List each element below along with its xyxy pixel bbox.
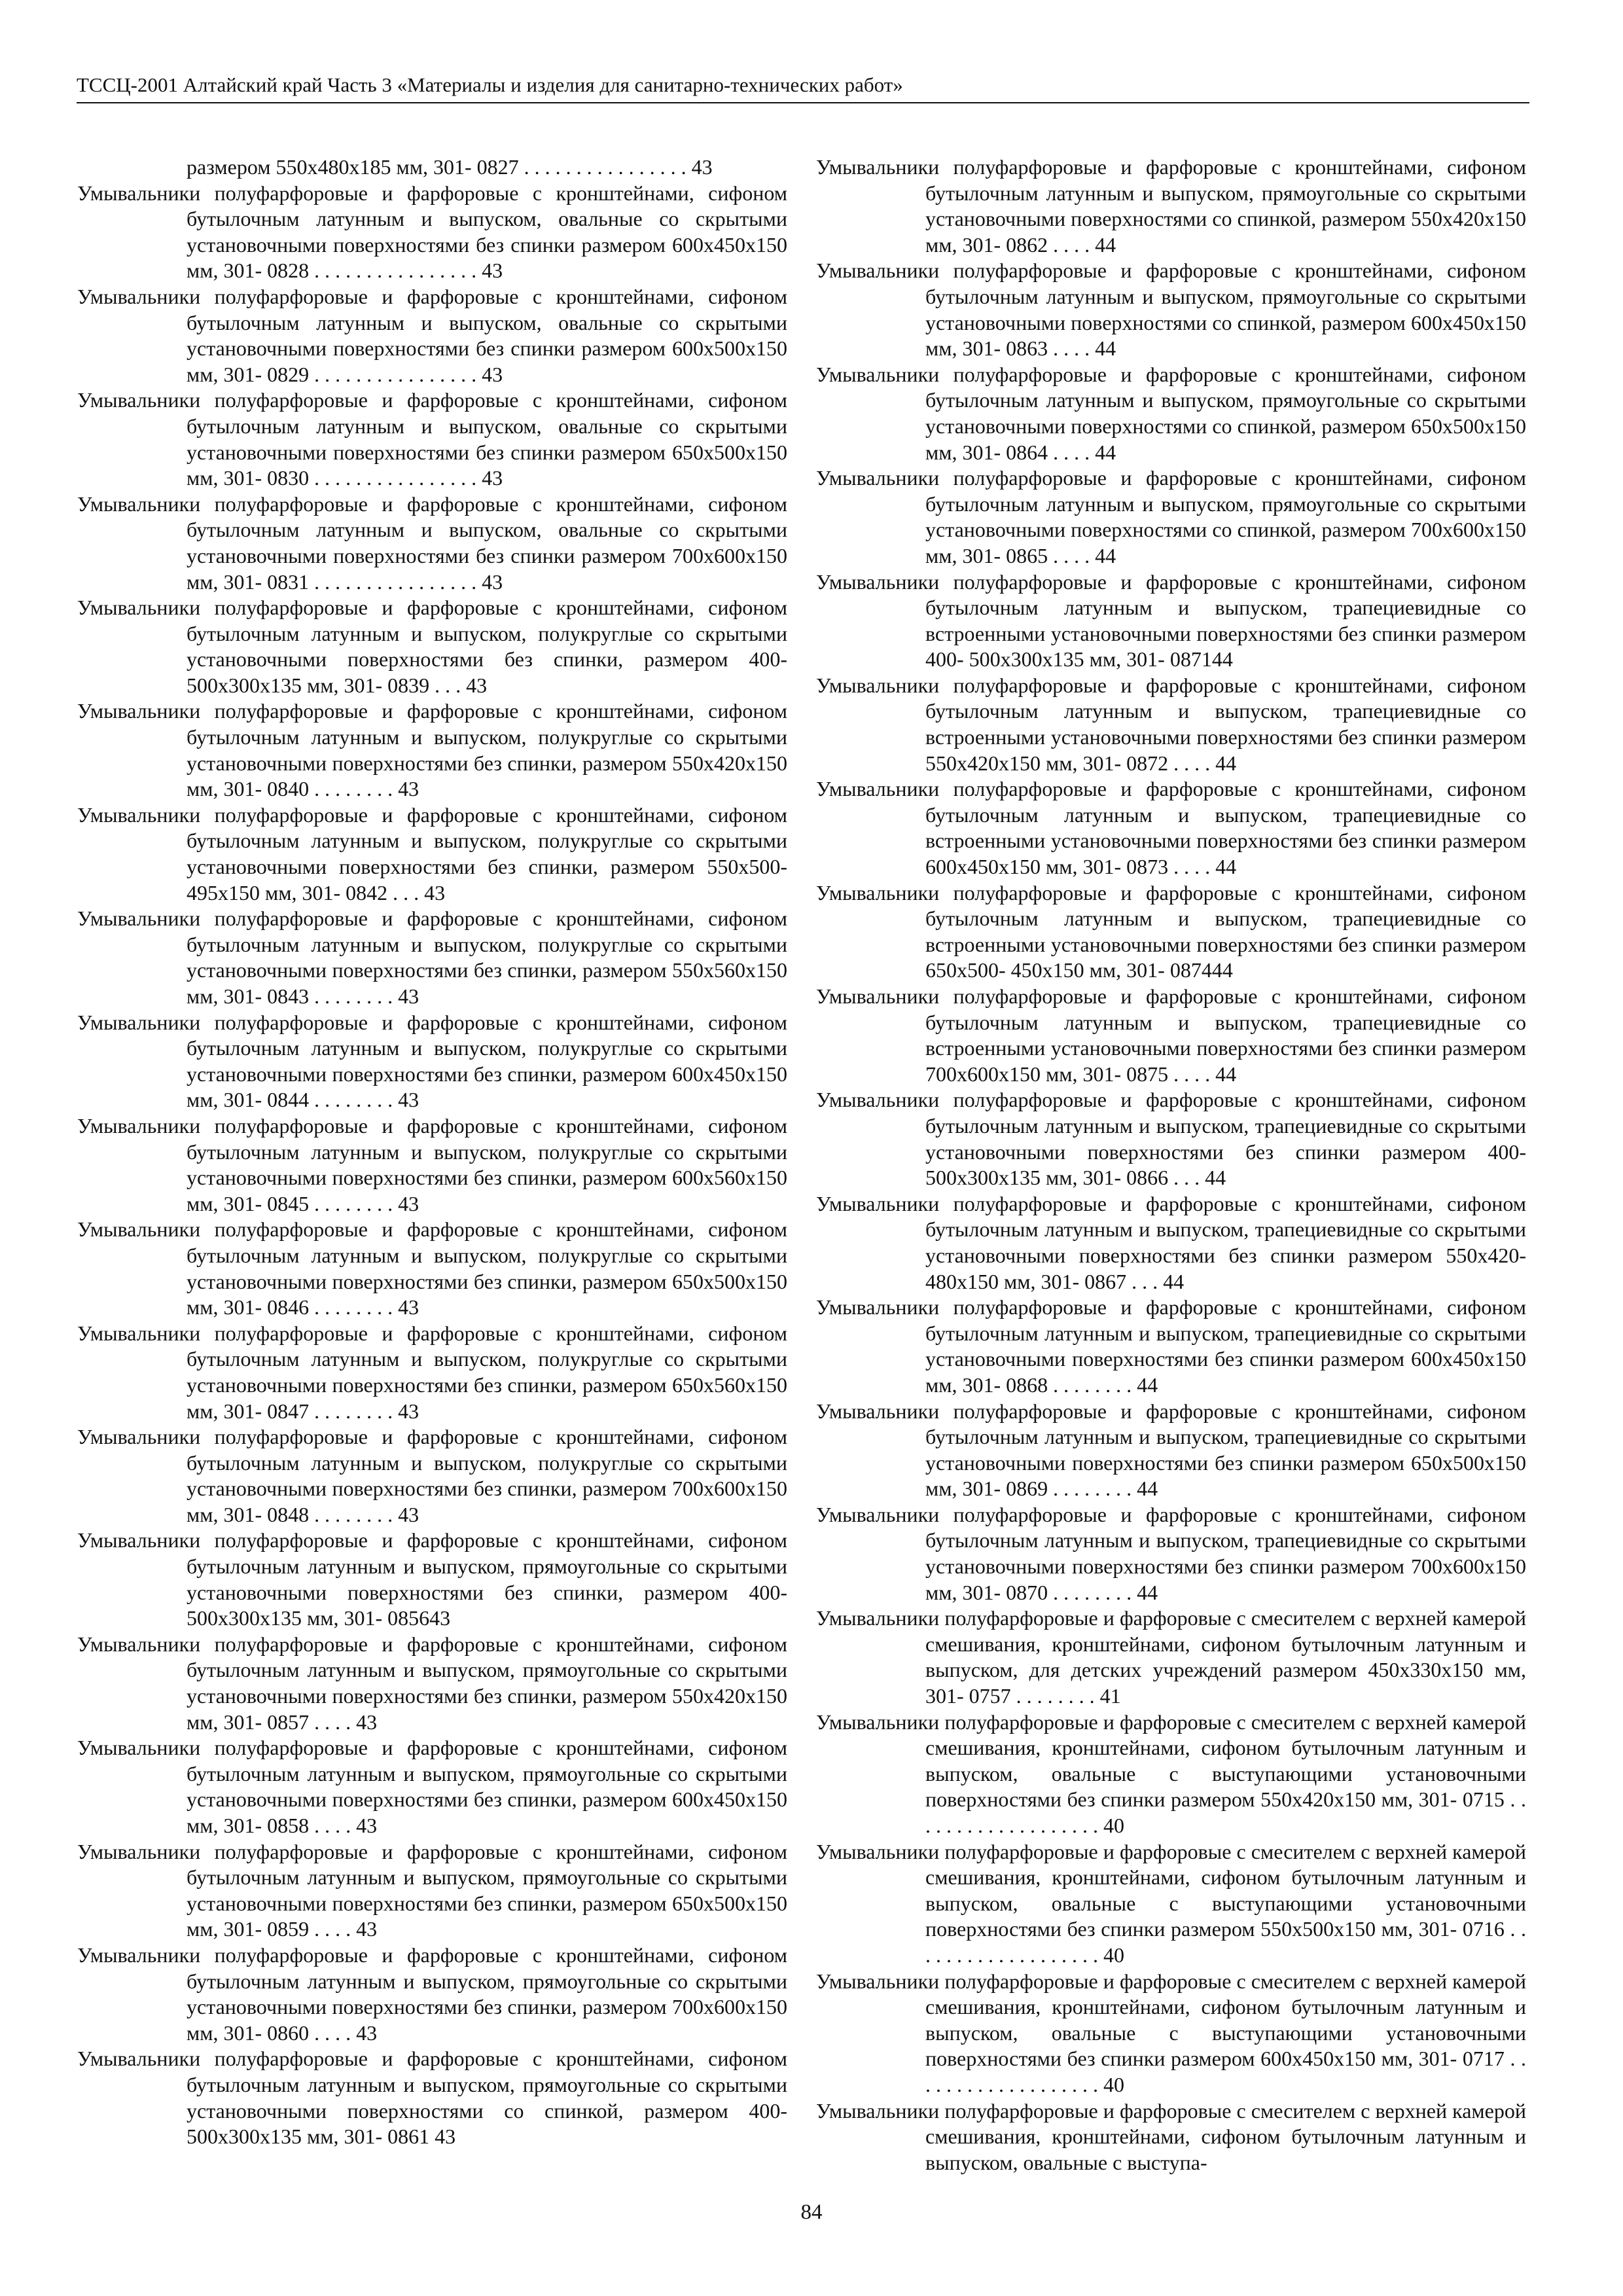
index-entry: Умывальники полуфарфоровые и фарфоровые с смесителем с верхней камерой смешивания, кронштейнами, сифоном бутылочным латунным и выпуском, овальные с выступающими установочными поверхностями без спинки размером 600х450х150 мм, 301- 0717 . . . . . . . . . . . . . . . . . . . 40 (816, 1969, 1526, 2096)
index-entry: Умывальники полуфарфоровые и фарфоровые с смесителем с верхней камерой смешивания, кронштейнами, сифоном бутылочным латунным и выпуском, для детских учреждений размером 450х330х150 мм, 301- 0757 . . . . . . . . 41 (816, 1606, 1526, 1708)
index-entry: Умывальники полуфарфоровые и фарфоровые с кронштейнами, сифоном бутылочным латунным и выпуском, полукруглые со скрытыми установочными поверхностями без спинки, размером 650х500х150 мм, 301- 0846 . . . . . . . . 43 (77, 1217, 787, 1319)
index-entry: Умывальники полуфарфоровые и фарфоровые с кронштейнами, сифоном бутылочным латунным и выпуском, овальные со скрытыми установочными поверхностями без спинки размером 600х500х150 мм, 301- 0829 . . . . . . . . . . . . . . . . 43 (77, 284, 787, 386)
index-entry: Умывальники полуфарфоровые и фарфоровые с кронштейнами, сифоном бутылочным латунным и выпуском, трапециевидные со скрытыми установочными поверхностями без спинки размером 700х600х150 мм, 301- 0870 . . . . . . . . 44 (816, 1502, 1526, 1604)
index-entry: Умывальники полуфарфоровые и фарфоровые с кронштейнами, сифоном бутылочным латунным и выпуском, прямоугольные со скрытыми установочными поверхностями без спинки, размером 600х450х150 мм, 301- 0858 . . . . 43 (77, 1736, 787, 1837)
index-entry: Умывальники полуфарфоровые и фарфоровые с смесителем с верхней камерой смешивания, кронштейнами, сифоном бутылочным латунным и выпуском, овальные с выступающими установочными поверхностями без спинки размером 550х500х150 мм, 301- 0716 . . . . . . . . . . . . . . . . . . . 40 (816, 1839, 1526, 1967)
index-entry: Умывальники полуфарфоровые и фарфоровые с кронштейнами, сифоном бутылочным латунным и выпуском, овальные со скрытыми установочными поверхностями без спинки размером 600х450х150 мм, 301- 0828 . . . . . . . . . . . . . . . . 43 (77, 181, 787, 283)
running-header: ТССЦ-2001 Алтайский край Часть 3 «Материалы и изделия для санитарно-технических работ» (77, 73, 903, 96)
index-entry: Умывальники полуфарфоровые и фарфоровые с кронштейнами, сифоном бутылочным латунным и выпуском, полукруглые со скрытыми установочными поверхностями без спинки, размером 650х560х150 мм, 301- 0847 . . . . . . . . 43 (77, 1321, 787, 1423)
index-entry: Умывальники полуфарфоровые и фарфоровые с кронштейнами, сифоном бутылочным латунным и выпуском, прямоугольные со скрытыми установочными поверхностями без спинки, размером 400- 500х300х135 мм, 301- 085643 (77, 1528, 787, 1630)
index-entry: Умывальники полуфарфоровые и фарфоровые с кронштейнами, сифоном бутылочным латунным и выпуском, полукруглые со скрытыми установочными поверхностями без спинки, размером 600х560х150 мм, 301- 0845 . . . . . . . . 43 (77, 1113, 787, 1215)
index-entry: Умывальники полуфарфоровые и фарфоровые с кронштейнами, сифоном бутылочным латунным и выпуском, прямоугольные со скрытыми установочными поверхностями со спинкой, размером 600х450х150 мм, 301- 0863 . . . . 44 (816, 259, 1526, 361)
index-entry: Умывальники полуфарфоровые и фарфоровые с смесителем с верхней камерой смешивания, кронштейнами, сифоном бутылочным латунным и выпуском, овальные с выступа- (816, 2098, 1526, 2174)
index-entry: размером 550х480х185 мм, 301- 0827 . . . . . . . . . . . . . . . . 43 (187, 155, 713, 179)
index-column-right (816, 154, 1526, 2176)
index-entry: Умывальники полуфарфоровые и фарфоровые с кронштейнами, сифоном бутылочным латунным и выпуском, трапециевидные со встроенными установочными поверхностями без спинки размером 600х450х150 мм, 301- 0873 . . . . 44 (816, 777, 1526, 879)
index-entry: Умывальники полуфарфоровые и фарфоровые с кронштейнами, сифоном бутылочным латунным и выпуском, трапециевидные со встроенными установочными поверхностями без спинки размером 550х420х150 мм, 301- 0872 . . . . 44 (816, 673, 1526, 775)
index-entry: Умывальники полуфарфоровые и фарфоровые с кронштейнами, сифоном бутылочным латунным и выпуском, трапециевидные со скрытыми установочными поверхностями без спинки размером 400- 500х300х135 мм, 301- 0866 . . . 44 (816, 1088, 1526, 1190)
index-entry: Умывальники полуфарфоровые и фарфоровые с кронштейнами, сифоном бутылочным латунным и выпуском, полукруглые со скрытыми установочными поверхностями без спинки, размером 550х560х150 мм, 301- 0843 . . . . . . . . 43 (77, 906, 787, 1008)
index-entry: Умывальники полуфарфоровые и фарфоровые с кронштейнами, сифоном бутылочным латунным и выпуском, прямоугольные со скрытыми установочными поверхностями со спинкой, размером 550х420х150 мм, 301- 0862 . . . . 44 (816, 155, 1526, 257)
index-entry: Умывальники полуфарфоровые и фарфоровые с кронштейнами, сифоном бутылочным латунным и выпуском, полукруглые со скрытыми установочными поверхностями без спинки, размером 550х500- 495х150 мм, 301- 0842 . . . 43 (77, 802, 787, 905)
index-entry: Умывальники полуфарфоровые и фарфоровые с кронштейнами, сифоном бутылочным латунным и выпуском, полукруглые со скрытыми установочными поверхностями без спинки, размером 550х420х150 мм, 301- 0840 . . . . . . . . 43 (77, 699, 787, 801)
index-entry: Умывальники полуфарфоровые и фарфоровые с кронштейнами, сифоном бутылочным латунным и выпуском, полукруглые со скрытыми установочными поверхностями без спинки, размером 600х450х150 мм, 301- 0844 . . . . . . . . 43 (77, 1010, 787, 1112)
header-rule (77, 102, 1529, 103)
index-entry: Умывальники полуфарфоровые и фарфоровые с кронштейнами, сифоном бутылочным латунным и выпуском, прямоугольные со скрытыми установочными поверхностями со спинкой, размером 700х600х150 мм, 301- 0865 . . . . 44 (816, 466, 1526, 567)
index-entry: Умывальники полуфарфоровые и фарфоровые с кронштейнами, сифоном бутылочным латунным и выпуском, трапециевидные со скрытыми установочными поверхностями без спинки размером 550х420- 480х150 мм, 301- 0867 . . . 44 (816, 1191, 1526, 1293)
index-entry: Умывальники полуфарфоровые и фарфоровые с кронштейнами, сифоном бутылочным латунным и выпуском, полукруглые со скрытыми установочными поверхностями без спинки, размером 400- 500х300х135 мм, 301- 0839 . . . 43 (77, 596, 787, 697)
index-column-left (77, 154, 787, 2150)
index-entry: Умывальники полуфарфоровые и фарфоровые с кронштейнами, сифоном бутылочным латунным и выпуском, прямоугольные со скрытыми установочными поверхностями без спинки, размером 700х600х150 мм, 301- 0860 . . . . 43 (77, 1943, 787, 2045)
index-entry: Умывальники полуфарфоровые и фарфоровые с смесителем с верхней камерой смешивания, кронштейнами, сифоном бутылочным латунным и выпуском, овальные с выступающими установочными поверхностями без спинки размером 550х420х150 мм, 301- 0715 . . . . . . . . . . . . . . . . . . . 40 (816, 1710, 1526, 1837)
index-entry: Умывальники полуфарфоровые и фарфоровые с кронштейнами, сифоном бутылочным латунным и выпуском, трапециевидные со скрытыми установочными поверхностями без спинки размером 650х500х150 мм, 301- 0869 . . . . . . . . 44 (816, 1399, 1526, 1501)
index-entry: Умывальники полуфарфоровые и фарфоровые с кронштейнами, сифоном бутылочным латунным и выпуском, овальные со скрытыми установочными поверхностями без спинки размером 650х500х150 мм, 301- 0830 . . . . . . . . . . . . . . . . 43 (77, 388, 787, 490)
index-entry: Умывальники полуфарфоровые и фарфоровые с кронштейнами, сифоном бутылочным латунным и выпуском, прямоугольные со скрытыми установочными поверхностями без спинки, размером 550х420х150 мм, 301- 0857 . . . . 43 (77, 1632, 787, 1734)
index-entry: Умывальники полуфарфоровые и фарфоровые с кронштейнами, сифоном бутылочным латунным и выпуском, трапециевидные со скрытыми установочными поверхностями без спинки размером 600х450х150 мм, 301- 0868 . . . . . . . . 44 (816, 1295, 1526, 1397)
index-entry: Умывальники полуфарфоровые и фарфоровые с кронштейнами, сифоном бутылочным латунным и выпуском, овальные со скрытыми установочными поверхностями без спинки размером 700х600х150 мм, 301- 0831 . . . . . . . . . . . . . . . . 43 (77, 492, 787, 594)
index-entry: Умывальники полуфарфоровые и фарфоровые с кронштейнами, сифоном бутылочным латунным и выпуском, трапециевидные со встроенными установочными поверхностями без спинки размером 700х600х150 мм, 301- 0875 . . . . 44 (816, 984, 1526, 1086)
index-entry: Умывальники полуфарфоровые и фарфоровые с кронштейнами, сифоном бутылочным латунным и выпуском, прямоугольные со скрытыми установочными поверхностями без спинки, размером 650х500х150 мм, 301- 0859 . . . . 43 (77, 1839, 787, 1941)
index-entry: Умывальники полуфарфоровые и фарфоровые с кронштейнами, сифоном бутылочным латунным и выпуском, полукруглые со скрытыми установочными поверхностями без спинки, размером 700х600х150 мм, 301- 0848 . . . . . . . . 43 (77, 1425, 787, 1526)
index-entry: Умывальники полуфарфоровые и фарфоровые с кронштейнами, сифоном бутылочным латунным и выпуском, прямоугольные со скрытыми установочными поверхностями со спинкой, размером 650х500х150 мм, 301- 0864 . . . . 44 (816, 362, 1526, 464)
page-number: 84 (800, 2200, 823, 2224)
index-entry: Умывальники полуфарфоровые и фарфоровые с кронштейнами, сифоном бутылочным латунным и выпуском, трапециевидные со встроенными установочными поверхностями без спинки размером 650х500- 450х150 мм, 301- 087444 (816, 880, 1526, 982)
index-entry: Умывальники полуфарфоровые и фарфоровые с кронштейнами, сифоном бутылочным латунным и выпуском, прямоугольные со скрытыми установочными поверхностями со спинкой, размером 400- 500х300х135 мм, 301- 0861 43 (77, 2047, 787, 2149)
index-entry: Умывальники полуфарфоровые и фарфоровые с кронштейнами, сифоном бутылочным латунным и выпуском, трапециевидные со встроенными установочными поверхностями без спинки размером 400- 500х300х135 мм, 301- 087144 (816, 569, 1526, 672)
